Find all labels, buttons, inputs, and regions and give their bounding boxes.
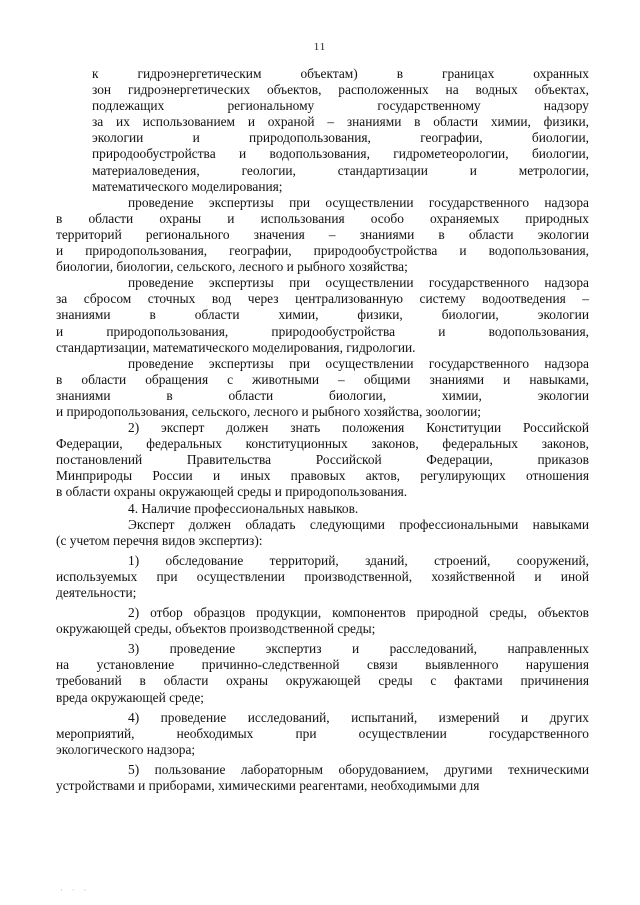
- text-line: 3) проведение экспертиз и расследований, направленных: [128, 641, 589, 657]
- text-line: подлежащих региональному государственному надзору: [92, 98, 589, 114]
- text-line: используемых при осуществлении производственной, хозяйственной и иной: [56, 568, 589, 584]
- text-line: 2) отбор образцов продукции, компонентов природной среды, объектов: [128, 605, 589, 621]
- text-line: (с учетом перечня видов экспертиз):: [56, 532, 263, 548]
- text-line: территорий регионального значения – знаниями в области экологии: [56, 226, 589, 242]
- text-line: 2) эксперт должен знать положения Конституции Российской: [128, 420, 589, 436]
- text-line: постановлений Правительства Российской Федерации, приказов: [56, 452, 589, 468]
- text-line: в области охраны и использования особо охраняемых природных: [56, 210, 589, 226]
- text-line: проведение экспертизы при осуществлении государственного надзора: [128, 194, 589, 210]
- text-line: окружающей среды, объектов производственной среды;: [56, 621, 376, 637]
- paragraph-wastewater: [56, 275, 589, 355]
- text-line: знаниями в области биологии, химии, экологии: [56, 387, 589, 403]
- text-line: Минприроды России и иных правовых актов, регулирующих отношения: [56, 468, 589, 484]
- paragraph-skills-intro: [56, 516, 589, 549]
- text-line: математического моделирования;: [92, 178, 283, 194]
- text-line: 5) пользование лабораторным оборудованием, другими техническими: [128, 761, 589, 777]
- text-line: стандартизации, математического моделирования, гидрологии.: [56, 339, 416, 355]
- text-line: 4) проведение исследований, испытаний, измерений и других: [128, 709, 589, 725]
- text-line: Федерации, федеральных конституционных законов, федеральных законов,: [56, 436, 589, 452]
- text-line: экологического надзора;: [56, 741, 196, 757]
- text-line: за сбросом сточных вод через централизованную систему водоотведения –: [56, 291, 589, 307]
- document-body: [56, 66, 589, 794]
- text-line: знаниями в области химии, физики, биологии, экологии: [56, 307, 589, 323]
- text-line: экологии и природопользования, географии, биологии,: [92, 130, 589, 146]
- text-line: в области охраны окружающей среды и природопользования.: [56, 484, 408, 500]
- text-line: и природопользования, природообустройства и водопользования,: [56, 323, 589, 339]
- text-line: проведение экспертизы при осуществлении государственного надзора: [128, 355, 589, 371]
- text-line: в области обращения с животными – общими знаниями и навыками,: [56, 371, 589, 387]
- list-item-1: [56, 552, 589, 601]
- text-line: и природопользования, географии, природообустройства и водопользования,: [56, 243, 589, 259]
- text-line: вреда окружающей среде;: [56, 689, 204, 705]
- paragraph-protected-areas: [56, 194, 589, 275]
- text-line: Эксперт должен обладать следующими профессиональными навыками: [128, 516, 589, 532]
- list-item-2: [56, 605, 589, 637]
- scan-artifact: · · ·: [60, 886, 90, 896]
- list-item-3: [56, 641, 589, 705]
- page-number: 11: [313, 41, 327, 53]
- text-line: за их использованием и охраной – знаниями в области химии, физики,: [92, 114, 589, 130]
- text-line: к гидроэнергетическим объектам) в границах охранных: [92, 66, 589, 81]
- text-line: 1) обследование территорий, зданий, строений, сооружений,: [128, 552, 589, 568]
- text-line: природообустройства и водопользования, гидрометеорологии, биологии,: [92, 146, 589, 162]
- text-line: биологии, биологии, сельского, лесного и рыбного хозяйства;: [56, 259, 408, 275]
- text-line: деятельности;: [56, 585, 137, 600]
- text-line: материаловедения, геологии, стандартизации и метрологии,: [92, 162, 589, 178]
- list-item-4: [56, 709, 589, 758]
- text-line: и природопользования, сельского, лесного и рыбного хозяйства, зоологии;: [56, 403, 482, 419]
- text-line: требований в области охраны окружающей среды с фактами причинения: [56, 673, 589, 689]
- section-heading: [92, 501, 589, 517]
- paragraph-animals: [56, 355, 589, 420]
- paragraph-continuation: [92, 66, 589, 195]
- text-line: проведение экспертизы при осуществлении государственного надзора: [128, 275, 589, 291]
- text-line: зон гидроэнергетических объектов, расположенных на водных объектах,: [92, 82, 589, 98]
- paragraph-legal-knowledge: [56, 420, 589, 500]
- text-line: на установление причинно-следственной связи выявленного нарушения: [56, 657, 589, 673]
- text-line: 4. Наличие профессиональных навыков.: [128, 500, 359, 516]
- text-line: мероприятий, необходимых при осуществлении государственного: [56, 725, 589, 741]
- text-line: устройствами и приборами, химическими реагентами, необходимыми для: [56, 778, 480, 794]
- list-item-5: [56, 761, 589, 794]
